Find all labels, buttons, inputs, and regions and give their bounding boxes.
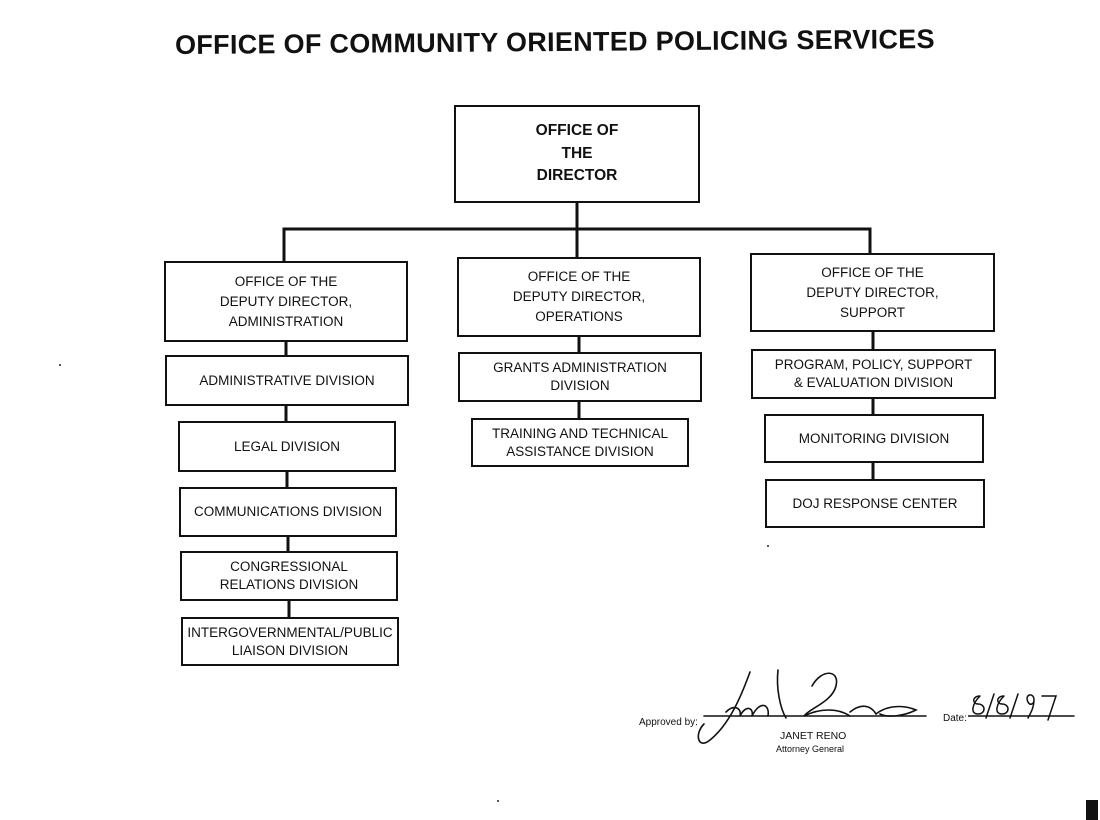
- box-line: LEGAL DIVISION: [233, 438, 341, 454]
- box-line: DEPUTY DIRECTOR,: [806, 284, 939, 300]
- box-line: ASSISTANCE DIVISION: [506, 443, 654, 459]
- box-line: DIRECTOR: [536, 167, 618, 185]
- date-label: Date:: [943, 713, 967, 724]
- box-line: DEPUTY DIRECTOR,: [219, 293, 353, 309]
- deputy-director-operations-box: [457, 257, 701, 337]
- program-policy-support-evaluation-division-box: [751, 349, 996, 399]
- box-line: RELATIONS DIVISION: [219, 577, 359, 592]
- congressional-relations-division-box: [180, 551, 398, 601]
- scan-speck: [497, 800, 499, 802]
- scan-speck: [59, 364, 61, 366]
- box-line: MONITORING DIVISION: [798, 430, 950, 446]
- communications-division-box: [179, 487, 397, 537]
- doj-response-center-box: [765, 479, 985, 528]
- administrative-division-box: [165, 355, 409, 406]
- deputy-director-administration-box: [164, 261, 408, 342]
- box-line: SUPPORT: [839, 304, 905, 320]
- grants-administration-division-box: [458, 352, 702, 402]
- legal-division-box: [178, 421, 396, 472]
- box-line: DIVISION: [550, 378, 610, 393]
- monitoring-division-box: [764, 414, 984, 463]
- box-line: OFFICE OF THE: [234, 273, 338, 289]
- box-line: THE: [561, 144, 593, 162]
- office-of-director-box: [454, 105, 700, 203]
- box-line: COMMUNICATIONS DIVISION: [193, 504, 382, 519]
- box-line: OFFICE OF THE: [527, 269, 631, 284]
- box-line: LIAISON DIVISION: [231, 642, 349, 658]
- chart-title: OFFICE OF COMMUNITY ORIENTED POLICING SERVICES: [174, 24, 935, 60]
- box-line: ADMINISTRATION: [228, 313, 344, 329]
- signatory-name: JANET RENO: [780, 730, 847, 742]
- box-line: & EVALUATION DIVISION: [793, 375, 954, 390]
- intergovernmental-public-liaison-division-box: [181, 617, 399, 666]
- signatory-title: Attorney General: [776, 744, 845, 754]
- box-line: OFFICE OF THE: [821, 264, 924, 280]
- box-line: INTERGOVERNMENTAL/PUBLIC: [187, 624, 393, 640]
- scan-speck: [767, 545, 769, 547]
- box-line: OFFICE OF: [535, 122, 619, 140]
- scan-edge-mark: [1086, 800, 1098, 820]
- box-line: DOJ RESPONSE CENTER: [792, 495, 958, 511]
- box-line: CONGRESSIONAL: [230, 559, 348, 574]
- training-technical-assistance-division-box: [471, 418, 689, 467]
- box-line: ADMINISTRATIVE DIVISION: [199, 372, 375, 388]
- date-handwritten: [968, 690, 1076, 726]
- box-line: GRANTS ADMINISTRATION: [493, 360, 667, 375]
- box-line: PROGRAM, POLICY, SUPPORT: [774, 357, 973, 372]
- box-line: OPERATIONS: [535, 309, 623, 324]
- box-line: DEPUTY DIRECTOR,: [512, 289, 646, 304]
- approved-by-label: Approved by:: [639, 717, 698, 728]
- deputy-director-support-box: [750, 253, 995, 332]
- box-line: TRAINING AND TECHNICAL: [491, 425, 669, 441]
